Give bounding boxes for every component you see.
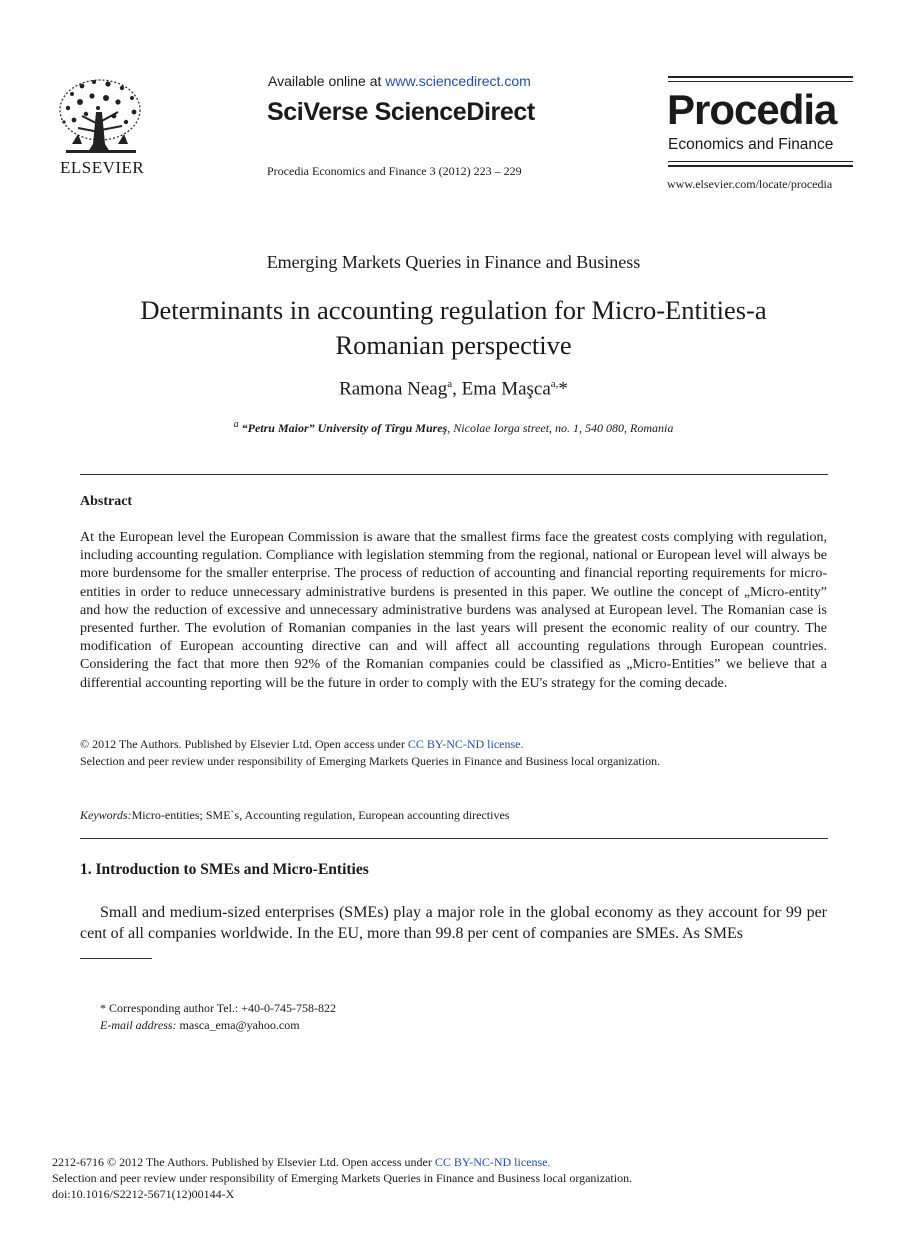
author-name: Ramona Neag xyxy=(339,378,448,400)
header-rule xyxy=(668,165,853,167)
title-line: Romanian perspective xyxy=(335,330,572,360)
title-line: Determinants in accounting regulation for Micro-Entities-a xyxy=(140,295,767,325)
footnote-rule xyxy=(80,958,152,959)
header-rule xyxy=(668,76,853,78)
author-name: Ema Maşca xyxy=(461,378,551,400)
header-rule xyxy=(668,81,853,82)
affil-institution: “Petru Maior” University of Tîrgu Mureş xyxy=(241,421,448,435)
article-title xyxy=(80,293,827,363)
footer-doi[interactable]: doi:10.1016/S2212-5671(12)00144-X xyxy=(52,1187,235,1201)
abstract-heading: Abstract xyxy=(80,494,133,509)
footer-copyright-text: 2212-6716 © 2012 The Authors. Published by Elsevier Ltd. Open access under xyxy=(52,1155,435,1169)
copyright-line xyxy=(80,737,524,752)
keywords-label: Keywords: xyxy=(80,808,132,822)
body-paragraph: Small and medium-sized enterprises (SMEs) play a major role in the global economy as they account for 99 per cent of all companies worldwide. In the EU, more than 99.8 per cent of companies are SMEs. As SMEs xyxy=(80,904,827,942)
availability-line xyxy=(268,73,531,89)
section-divider xyxy=(80,474,828,475)
platform-wordmark: SciVerse ScienceDirect xyxy=(267,98,535,126)
license-link[interactable]: CC BY-NC-ND license. xyxy=(407,737,524,751)
affil-address: , Nicolae Iorga street, no. 1, 540 080, Romania xyxy=(447,421,674,435)
author-list xyxy=(0,378,907,400)
publisher-wordmark: ELSEVIER xyxy=(60,158,145,177)
affil-marker: a xyxy=(233,419,239,430)
sciencedirect-link[interactable]: www.sciencedirect.com xyxy=(385,73,531,89)
keywords-text: Micro-entities; SME`s, Accounting regulation, European accounting directives xyxy=(131,808,510,822)
availability-prefix: Available online at xyxy=(268,73,386,89)
section-heading: 1. Introduction to SMEs and Micro-Entities xyxy=(80,861,369,878)
journal-subtitle: Economics and Finance xyxy=(668,136,834,153)
journal-brand: Procedia xyxy=(667,86,837,133)
footer-peer-review: Selection and peer review under responsibility of Emerging Markets Queries in Finance and Business local organization. xyxy=(52,1171,633,1185)
journal-citation: Procedia Economics and Finance 3 (2012) 223 – 229 xyxy=(267,164,522,178)
author-affil-marker: a xyxy=(447,378,453,390)
affiliation xyxy=(0,419,907,436)
email-label: E-mail address: xyxy=(100,1018,177,1032)
author-affil-marker: a, xyxy=(550,378,559,390)
section-divider xyxy=(80,838,828,839)
corresponding-star: * xyxy=(558,378,568,400)
author-separator: , xyxy=(452,378,462,400)
journal-url[interactable]: www.elsevier.com/locate/procedia xyxy=(667,177,833,191)
email-address[interactable]: masca_ema@yahoo.com xyxy=(176,1018,300,1032)
footer-license-link[interactable]: CC BY-NC-ND license. xyxy=(434,1155,551,1169)
peer-review-line: Selection and peer review under responsibility of Emerging Markets Queries in Finance and Business local organization. xyxy=(80,754,661,768)
footer-copyright xyxy=(52,1155,551,1170)
conference-name: Emerging Markets Queries in Finance and Business xyxy=(266,252,641,272)
email-line xyxy=(100,1018,300,1033)
header-rule xyxy=(668,161,853,162)
keywords-line xyxy=(80,808,509,823)
corresponding-author: * Corresponding author Tel.: +40-0-745-758-822 xyxy=(100,1001,337,1015)
abstract-text: At the European level the European Commission is aware that the smallest firms face the greatest costs complying with regulation, including accounting regulation. Compliance with legislation stemming from the regional, national or European level will always be more burdensome for the smaller enterprise. The process of reduction of accounting and financial reporting requirements for micro-entities in order to reduce unnecessary administrative burdens is presented in this paper. We outline the concept of „Micro-entity” and how the reduction of excessive and unnecessary administrative burdens was analysed at European level. The Romanian case is presented further. The evolution of Romanian companies in the last years will present the economic reality of our country. The modification of European accounting directive can and will affect all accounting regulations through European countries. Considering the fact that more then 92% of the Romanian companies could be classified as „Micro-Entities” we believe that a differential accounting reporting will be the future in order to comply with the EU's strategy for the coming decade. xyxy=(80,530,827,691)
copyright-text: © 2012 The Authors. Published by Elsevier Ltd. Open access under xyxy=(80,737,408,751)
